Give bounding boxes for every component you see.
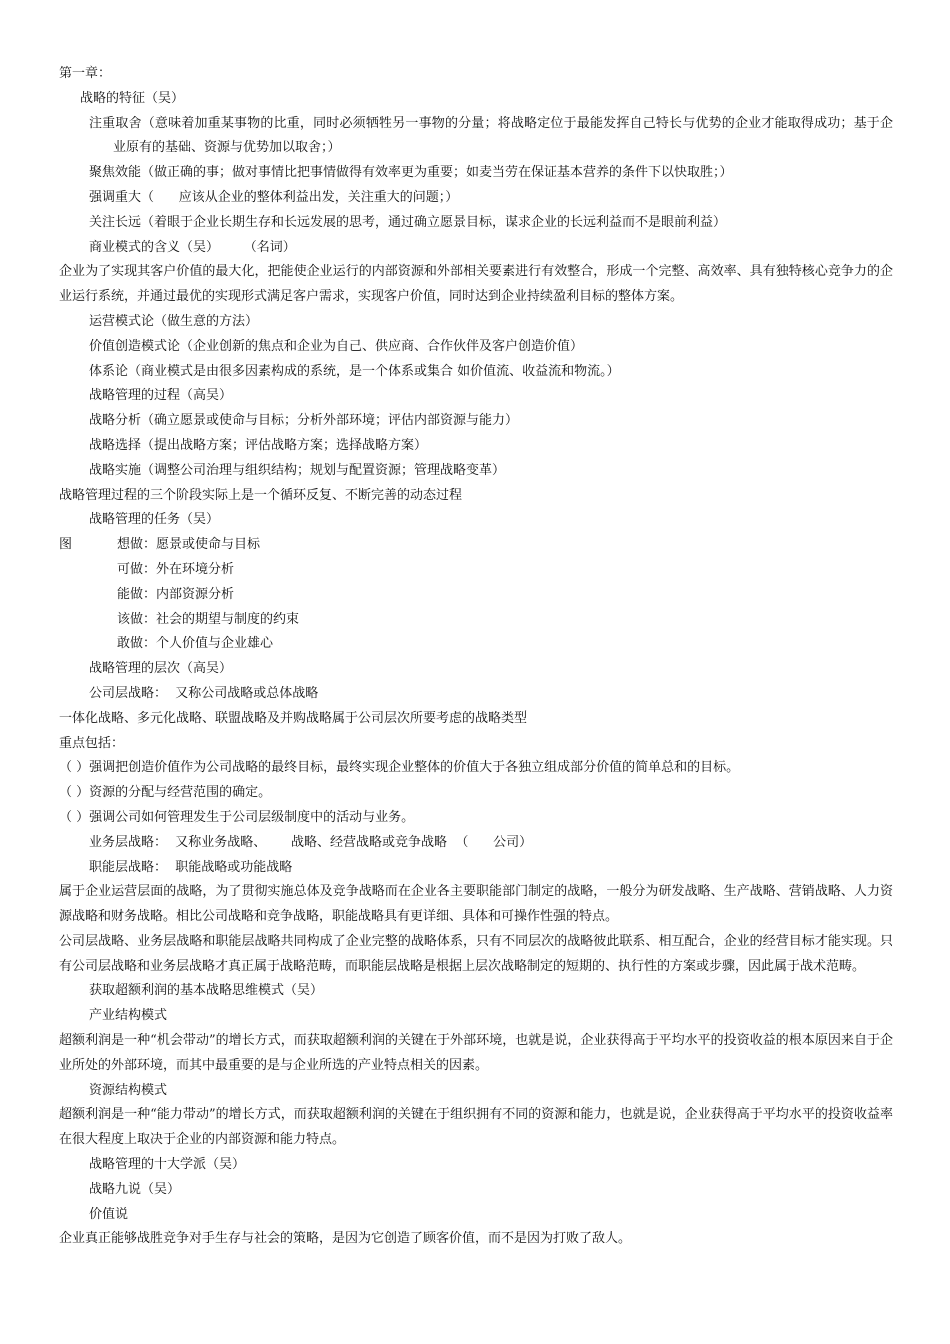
paragraph: 企业为了实现其客户价值的最大化，把能使企业运行的内部资源和外部相关要素进行有效整合，形成一个完整、高效率、具有独特核心竞争力的企业运行系统，并通过最优的实现形式满足客户需求，实现客户价值，同时达到企业持续盈利目标的整体方案。 <box>59 264 893 305</box>
text-line: 公司层战略： 又称公司战略或总体战略 <box>89 685 319 701</box>
text-line: 强调重大（ 应该从企业的整体利益出发，关注重大的问题；） <box>89 189 459 205</box>
section-heading: 商业模式的含义（吴） （名词） <box>89 239 296 255</box>
section-heading: 战略九说（吴） <box>89 1181 181 1197</box>
text-line: 敢做：个人价值与企业雄心 <box>117 636 274 652</box>
text-line: 职能层战略： 职能战略或功能战略 <box>89 859 293 875</box>
text-line: 企业真正能够战胜竞争对手生存与社会的策略，是因为它创造了顾客价值，而不是因为打败了敌人。 <box>59 1231 632 1247</box>
text-line: 想做：愿景或使命与目标 <box>117 537 261 553</box>
paragraph: 属于企业运营层面的战略，为了贯彻实施总体及竞争战略而在企业各主要职能部门制定的战略，一般分为研发战略、生产战略、营销战略、人力资源战略和财务战略。相比公司战略和竞争战略，职能战略具有更详细、具体和可操作性强的特点。 <box>59 884 893 925</box>
text-line: 注重取舍（意味着加重某事物的比重，同时必须牺牲另一事物的分量；将战略定位于最能发挥自己特长与优势的企业才能取得成功；基于企业原有的基础、资源与优势加以取舍；） <box>89 115 893 156</box>
text-line: 可做：外在环境分析 <box>117 561 235 577</box>
section-heading: 战略管理的过程（高吴） <box>89 388 233 404</box>
subsection-heading: 资源结构模式 <box>89 1082 168 1098</box>
text-line: 价值创造模式论（企业创新的焦点和企业为自己、供应商、合作伙伴及客户创造价值） <box>89 338 584 354</box>
text-line: 体系论（商业模式是由很多因素构成的系统，是一个体系或集合 如价值流、收益流和物流。） <box>89 363 620 379</box>
text-line: 一体化战略、多元化战略、联盟战略及并购战略属于公司层次所要考虑的战略类型 <box>59 710 528 726</box>
subsection-heading: 价值说 <box>89 1206 129 1222</box>
section-heading: 战略的特征（吴） <box>80 90 185 106</box>
text-line: 战略分析（确立愿景或使命与目标；分析外部环境；评估内部资源与能力） <box>89 413 519 429</box>
section-heading: 战略管理的十大学派（吴） <box>89 1157 246 1173</box>
document-page <box>59 62 893 1252</box>
list-item: （ ）强调把创造价值作为公司战略的最终目标，最终实现企业整体的价值大于各独立组成部分价值的简单总和的目标。 <box>59 760 740 776</box>
list-item: （ ）资源的分配与经营范围的确定。 <box>59 785 272 801</box>
figure-row <box>59 533 893 558</box>
chapter-heading: 第一章： <box>59 66 112 81</box>
text-line: 运营模式论（做生意的方法） <box>89 313 259 329</box>
text-line: 该做：社会的期望与制度的约束 <box>117 611 300 627</box>
list-item: （ ）强调公司如何管理发生于公司层级制度中的活动与业务。 <box>59 809 415 825</box>
section-heading: 获取超额利润的基本战略思维模式（吴） <box>89 983 324 999</box>
section-heading: 战略管理的层次（高吴） <box>89 661 233 677</box>
subsection-heading: 产业结构模式 <box>89 1008 168 1024</box>
paragraph: 超额利润是一种“机会带动”的增长方式，而获取超额利润的关键在于外部环境，也就是说，企业获得高于平均水平的投资收益的根本原因来自于企业所处的外部环境，而其中最重要的是与企业所选的产业特点相关的因素。 <box>59 1033 893 1073</box>
section-heading: 战略管理的任务（吴） <box>89 512 220 528</box>
text-line: 聚焦效能（做正确的事；做对事情比把事情做得有效率更为重要；如麦当劳在保证基本营养的条件下以快取胜；） <box>89 165 733 181</box>
text-line: 战略管理过程的三个阶段实际上是一个循环反复、不断完善的动态过程 <box>59 487 463 503</box>
text-line: 重点包括： <box>59 735 125 751</box>
figure-label: 图 <box>59 537 73 553</box>
paragraph: 公司层战略、业务层战略和职能层战略共同构成了企业完整的战略体系，只有不同层次的战略彼此联系、相互配合，企业的经营目标才能实现。只有公司层战略和业务层战略才真正属于战略范畴，而职能层战略是根据上层次战略制定的短期的、执行性的方案或步骤，因此属于战术范畴。 <box>59 933 893 974</box>
text-line: 战略实施（调整公司治理与组织结构；规划与配置资源；管理战略变革） <box>89 462 506 478</box>
text-line: 战略选择（提出战略方案；评估战略方案；选择战略方案） <box>89 437 428 453</box>
paragraph: 超额利润是一种“能力带动”的增长方式，而获取超额利润的关键在于组织拥有不同的资源和能力，也就是说，企业获得高于平均水平的投资收益率在很大程度上取决于企业的内部资源和能力特点。 <box>59 1107 893 1148</box>
text-line: 关注长远（着眼于企业长期生存和长远发展的思考，通过确立愿景目标，谋求企业的长远利益而不是眼前利益） <box>89 214 727 230</box>
text-line: 能做：内部资源分析 <box>117 586 235 602</box>
text-line: 业务层战略： 又称业务战略、 战略、经营战略或竞争战略 （ 公司） <box>89 834 533 850</box>
